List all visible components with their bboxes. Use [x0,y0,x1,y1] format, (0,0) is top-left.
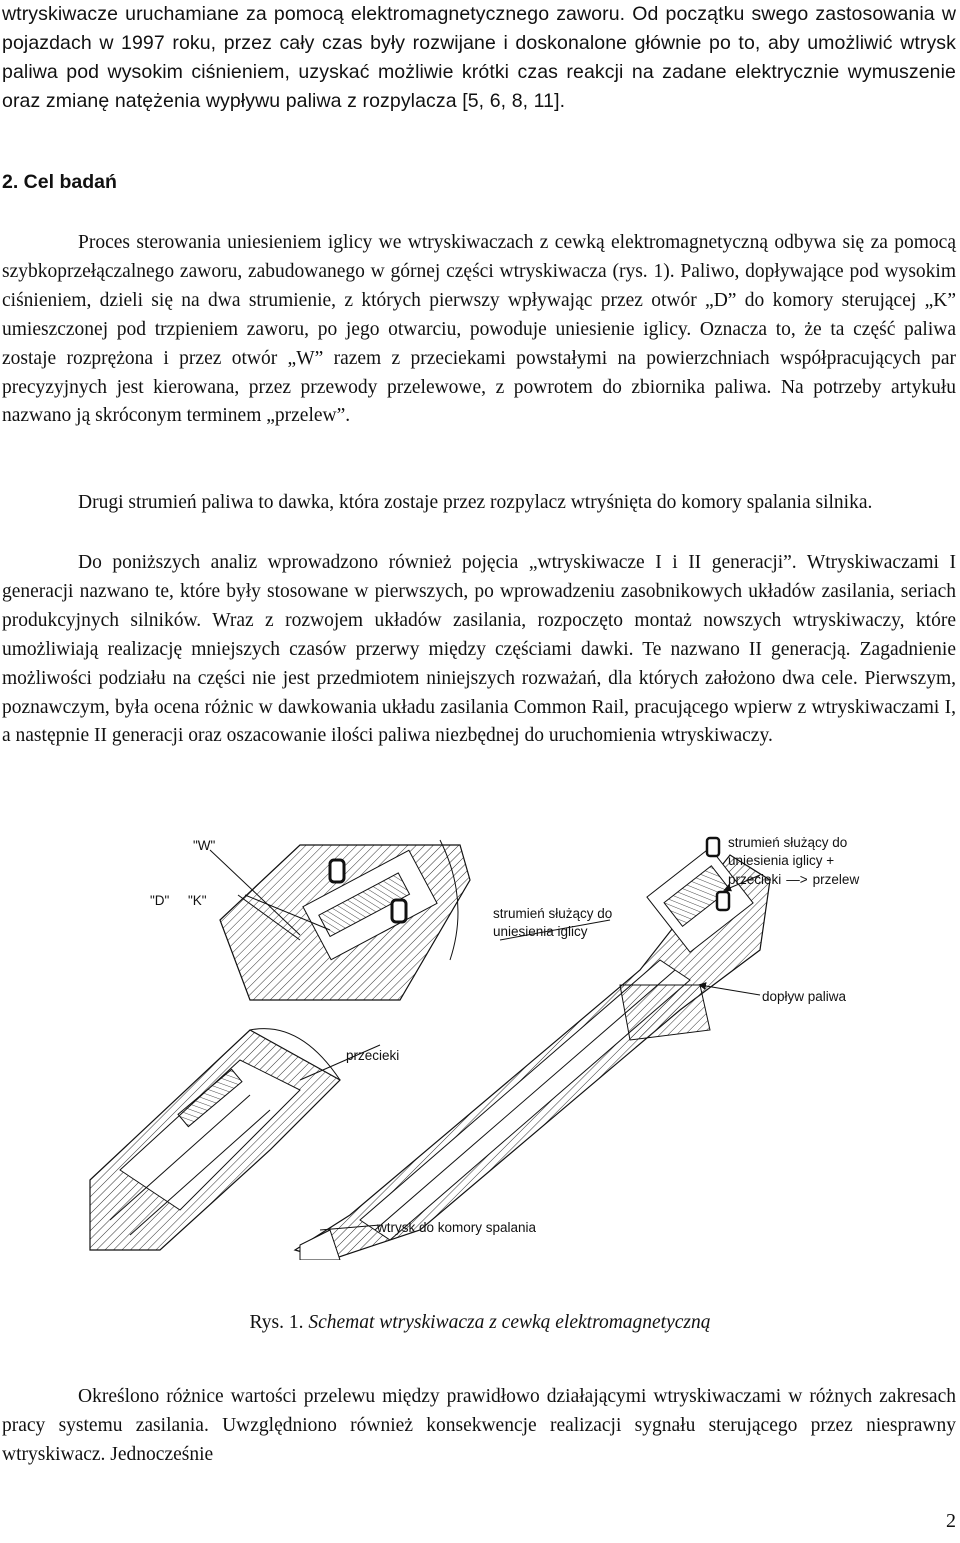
nozzle-detail-inset [90,1029,340,1250]
body-paragraph-1: Proces sterowania uniesieniem iglicy we wtryskiwaczach z cewką elektromagnetyczną odbywa się za pomocą szybkoprzełączalnego zaworu, zabudowanego w górnej części wtryskiwacza (rys. 1). Paliwo, dopływające pod wysokim ciśnieniem, dzieli się na dwa strumienie, z których pierwszy wpływając przez otwór „D” do komory sterującej „K” umieszczonej pod trzpieniem zaworu, po jego otwarciu, powoduje uniesienie iglicy. Oznacza to, że ta część paliwa zostaje rozprężona i przez otwór „W” razem z przeciekami powstałymi na powierzchniach współpracujących par precyzyjnych jest kierowana, przez przewody przelewowe, z powrotem do zbiornika paliwa. Na potrzeby artykułu nazwano ją skróconym terminem „przelew”. [2,232,956,427]
label-w: "W" [193,838,216,853]
label-stream-top-2: uniesienia iglicy + [728,853,835,868]
label-inflow: dopływ paliwa [762,989,847,1004]
caption-text: Schemat wtryskiwacza z cewką elektromagnetyczną [308,1312,711,1333]
label-stream-lift-2: uniesienia iglicy [493,924,588,939]
injector-figure [0,820,960,1260]
label-k: "K" [188,893,207,908]
caption-number: Rys. 1. [249,1312,304,1333]
label-stream-lift-1: strumień służący do [493,906,613,921]
closing-paragraph: Określono różnice wartości przelewu między prawidłowo działającymi wtryskiwaczami w różnych zakresach pracy systemu zasilania. Uwzględniono również konsekwencje realizacji sygnału sterującego przez niesprawny wtryskiwacz. Jednocześnie [2,1386,956,1465]
body-paragraph-2: Drugi strumień paliwa to dawka, która zostaje przez rozpylacz wtryśnięta do komory spalania silnika. [78,492,873,513]
section-heading: 2. Cel badań [2,171,117,193]
label-d: "D" [150,893,170,908]
label-stream-top-1: strumień służący do [728,835,848,850]
figure-caption [0,1312,960,1334]
label-injection: wtrysk do komory spalania [377,1220,537,1235]
injector-schematic [0,820,960,1260]
valve-detail-inset [210,840,470,1000]
body-paragraph-3: Do poniższych analiz wprowadzono również pojęcia „wtryskiwacze I i II generacji”. Wtryskiwaczami I generacji nazwano te, które były stosowane w pierwszych, po wprowadzeniu zasobnikowych układów zasilania, seriach produkcyjnych silników. Wraz z rozwojem układów zasilania, rozpoczęto montaż nowszych wtryskiwaczy, które umożliwiają realizację mniejszych czasów przerwy między częściami dawki. Te nazwano II generacją. Zagadnienie możliwości podziału na części nie jest przedmiotem niniejszych rozważań, dla których założono dwa cele. Pierwszym, poznawczym, była ocena różnic w dawkowania układu zasilania Common Rail, pracującego wpierw z wtryskiwaczami I, a następnie II generacji oraz oszacowanie ilości paliwa niezbędnej do uruchomienia wtryskiwaczy. [2,552,956,747]
label-stream-top-3: przecieki —> przelew [728,872,860,887]
label-leaks: przecieki [346,1048,400,1063]
page-number: 2 [946,1510,956,1532]
intro-paragraph: wtryskiwacze uruchamiane za pomocą elektromagnetycznego zaworu. Od początku swego zastosowania w pojazdach w 1997 roku, przez cały czas były rozwijane i doskonalone głównie po to, aby umożliwić wtrysk paliwa pod wysokim ciśnieniem, uzyskać możliwie krótki czas reakcji na zadane elektrycznie wymuszenie oraz zmianę natężenia wypływu paliwa z rozpylacza [5, 6, 8, 11]. [2,3,956,112]
